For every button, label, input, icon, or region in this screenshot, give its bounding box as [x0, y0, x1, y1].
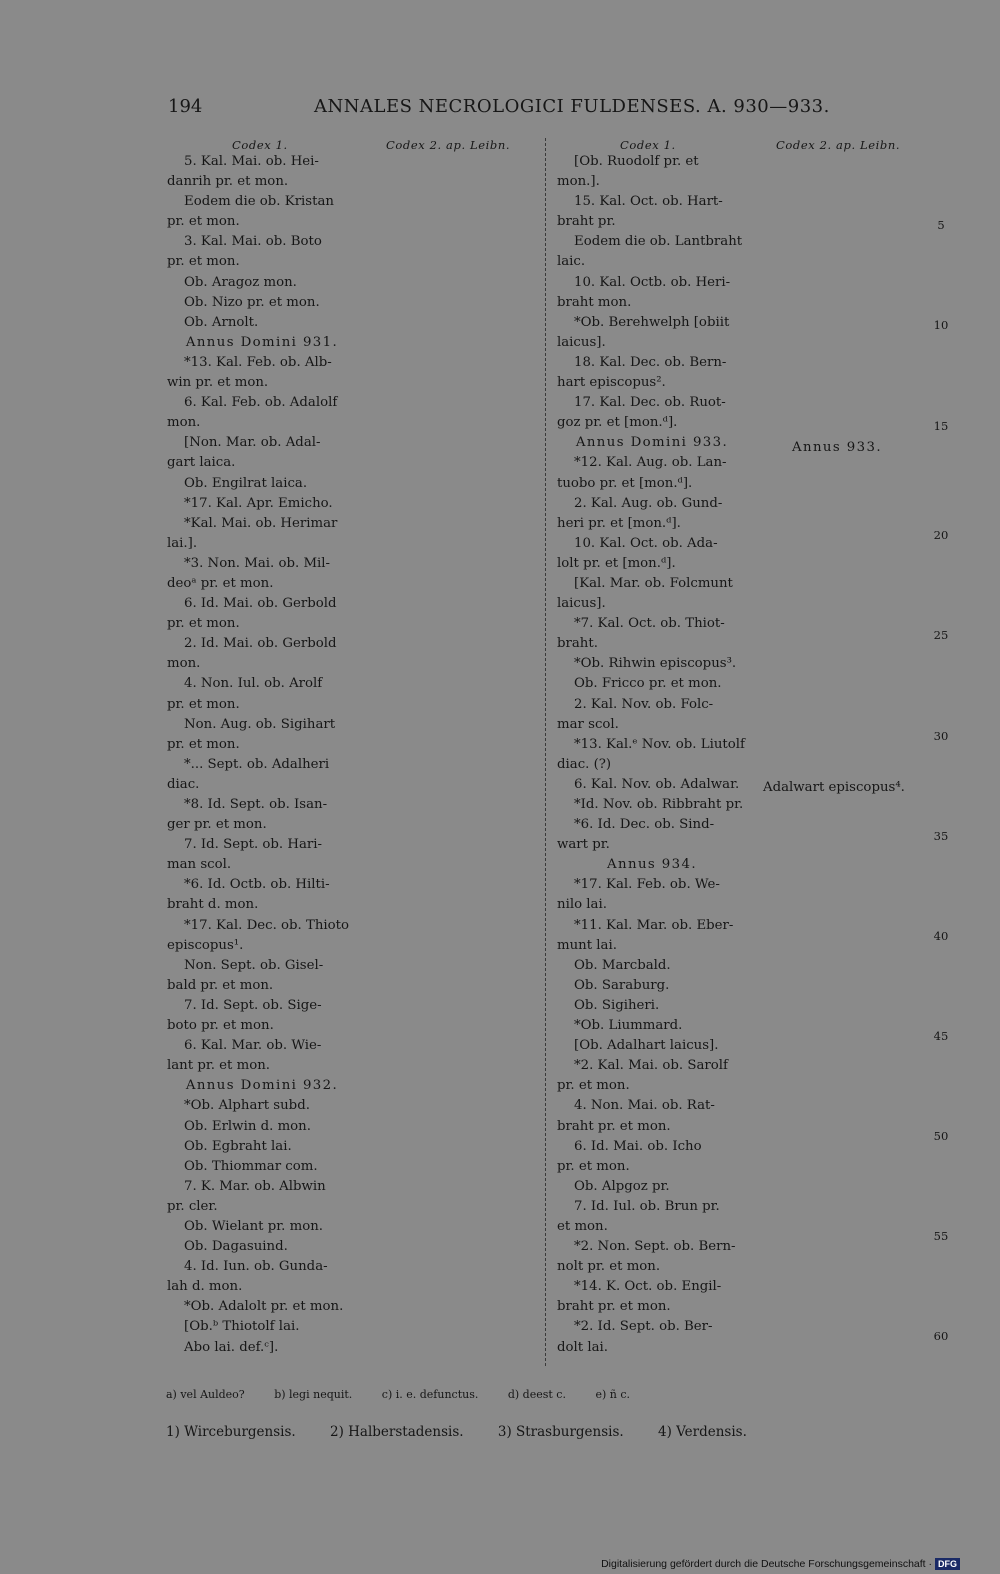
left-column-line: Ob. Egbraht lai.: [184, 1138, 292, 1154]
right-column-line: braht mon.: [557, 294, 632, 310]
footnote-1: 1) Wirceburgensis.: [166, 1424, 296, 1440]
left-column-line: pr. et mon.: [167, 696, 240, 712]
left-column-line: 4. Id. Iun. ob. Gunda-: [184, 1259, 328, 1275]
right-column-line: *14. K. Oct. ob. Engil-: [574, 1279, 722, 1295]
left-column-line: 4. Non. Iul. ob. Arolf: [184, 676, 323, 692]
left-column-line: *Kal. Mai. ob. Herimar: [184, 515, 338, 531]
left-column-line: *3. Non. Mai. ob. Mil-: [184, 555, 331, 571]
right-column-line: *Ob. Liummard.: [574, 1018, 683, 1034]
left-column-line: gart laica.: [167, 455, 236, 471]
left-column-line: pr. et mon.: [167, 736, 240, 752]
page-number: 194: [168, 96, 203, 117]
right-column-line: laicus].: [557, 596, 606, 612]
right-column-line: braht pr. et mon.: [557, 1118, 671, 1134]
note-d: d) deest c.: [507, 1388, 566, 1401]
right-column-line: 2. Kal. Nov. ob. Folc-: [574, 696, 714, 712]
right-column-line: laic.: [557, 254, 586, 270]
line-number: 25: [933, 628, 949, 642]
line-number: 45: [933, 1029, 949, 1043]
left-column-line: Ob. Nizo pr. et mon.: [184, 294, 320, 310]
left-column-line: mon.: [167, 656, 201, 672]
right-column-line: *2. Non. Sept. ob. Bern-: [574, 1239, 736, 1255]
right-column-line: *Ob. Berehwelph [obiit: [574, 314, 730, 330]
left-column-line: bald pr. et mon.: [167, 977, 274, 993]
note-a: a) vel Auldeo?: [166, 1388, 245, 1401]
left-column-line: pr. et mon.: [167, 616, 240, 632]
note-b: b) legi nequit.: [274, 1388, 353, 1401]
left-column-line: lai.].: [167, 535, 198, 551]
right-column-line: laicus].: [557, 334, 606, 350]
right-column-line: *Id. Nov. ob. Ribbraht pr.: [574, 797, 744, 812]
footnote-3: 3) Strasburgensis.: [497, 1424, 624, 1440]
adalwart-entry: Adalwart episcopus⁴.: [763, 780, 905, 795]
dfg-logo: DFG: [935, 1558, 960, 1570]
line-number: 40: [933, 929, 949, 943]
left-column-line: [Ob.ᵇ Thiotolf lai.: [184, 1319, 300, 1335]
left-column-line: 5. Kal. Mai. ob. Hei-: [184, 154, 319, 169]
left-column-line: 6. Kal. Feb. ob. Adalolf: [184, 395, 338, 411]
right-column-line: Annus 934.: [607, 857, 697, 873]
right-column-line: Annus Domini 933.: [575, 435, 729, 451]
left-column-line: man scol.: [167, 857, 232, 873]
left-column-line: 7. Id. Sept. ob. Hari-: [184, 837, 323, 853]
funding-credit: [601, 1558, 960, 1570]
left-column-line: Ob. Thiommar com.: [184, 1158, 318, 1174]
right-column-line: nolt pr. et mon.: [557, 1259, 661, 1275]
right-column-line: 15. Kal. Oct. ob. Hart-: [574, 194, 723, 210]
right-column-line: mon.].: [557, 174, 600, 190]
left-column-line: *17. Kal. Dec. ob. Thioto: [184, 917, 350, 933]
column-head-left-codex2: Codex 2. ap. Leibn.: [386, 138, 511, 152]
left-column-line: lah d. mon.: [167, 1279, 243, 1295]
right-column-line: heri pr. et [mon.ᵈ].: [557, 515, 681, 531]
left-column-line: lant pr. et mon.: [167, 1058, 271, 1074]
right-column-line: braht.: [557, 636, 598, 652]
right-column-line: wart pr.: [557, 837, 610, 853]
footnote-2: 2) Halberstadensis.: [329, 1424, 464, 1440]
right-column-line: [Ob. Adalhart laicus].: [574, 1038, 719, 1054]
right-column-line: diac. (?): [557, 756, 612, 772]
left-column-line: pr. et mon.: [167, 214, 240, 230]
annus-933-codex2: Annus 933.: [792, 440, 882, 455]
right-column-line: 10. Kal. Oct. ob. Ada-: [574, 535, 718, 551]
left-column-line: [Non. Mar. ob. Adal-: [184, 435, 321, 451]
right-column-line: mar scol.: [557, 716, 619, 732]
right-column-line: tuobo pr. et [mon.ᵈ].: [557, 475, 693, 491]
column-head-right-codex2: Codex 2. ap. Leibn.: [776, 138, 901, 152]
right-column-line: goz pr. et [mon.ᵈ].: [557, 415, 678, 431]
left-codex1-column: [167, 152, 357, 1358]
left-column-line: *17. Kal. Apr. Emicho.: [184, 495, 333, 511]
right-column-line: hart episcopus².: [557, 375, 666, 391]
note-e: e) ñ c.: [595, 1388, 631, 1401]
right-column-line: [Kal. Mar. ob. Folcmunt: [574, 575, 733, 591]
right-column-line: *2. Kal. Mai. ob. Sarolf: [574, 1058, 728, 1074]
left-column-line: 6. Kal. Mar. ob. Wie-: [184, 1038, 322, 1054]
left-column-line: Ob. Aragoz mon.: [184, 274, 297, 290]
line-number: 20: [933, 528, 949, 542]
left-column-line: danrih pr. et mon.: [167, 174, 289, 190]
footnotes: [166, 1424, 777, 1440]
right-column-line: Ob. Marcbald.: [574, 957, 671, 973]
right-column-line: Ob. Fricco pr. et mon.: [574, 676, 722, 692]
right-column-line: 17. Kal. Dec. ob. Ruot-: [574, 395, 726, 411]
right-column-line: lolt pr. et [mon.ᵈ].: [557, 555, 676, 571]
left-column-line: diac.: [167, 776, 200, 792]
left-column-line: Ob. Erlwin d. mon.: [184, 1118, 311, 1134]
right-column-line: Eodem die ob. Lantbraht: [574, 234, 743, 250]
left-column-line: Annus Domini 932.: [185, 1078, 339, 1094]
right-column-line: 6. Id. Mai. ob. Icho: [574, 1138, 702, 1154]
right-column-line: 10. Kal. Octb. ob. Heri-: [574, 274, 731, 290]
left-column-line: win pr. et mon.: [167, 375, 269, 391]
left-column-line: 6. Id. Mai. ob. Gerbold: [184, 596, 337, 612]
right-column-line: *17. Kal. Feb. ob. We-: [574, 877, 720, 893]
right-column-line: *7. Kal. Oct. ob. Thiot-: [574, 616, 725, 632]
right-column-line: *Ob. Rihwin episcopus³.: [574, 656, 737, 672]
right-column-line: nilo lai.: [557, 897, 607, 913]
left-column-line: pr. et mon.: [167, 254, 240, 270]
right-column-line: munt lai.: [557, 937, 617, 953]
right-column-line: [Ob. Ruodolf pr. et: [574, 154, 699, 169]
right-column-line: *6. Id. Dec. ob. Sind-: [574, 817, 715, 833]
footnote-4: 4) Verdensis.: [658, 1424, 747, 1440]
left-column-line: Non. Sept. ob. Gisel-: [184, 957, 324, 973]
left-column-line: *8. Id. Sept. ob. Isan-: [184, 797, 328, 812]
right-column-line: 4. Non. Mai. ob. Rat-: [574, 1098, 715, 1114]
line-number: 60: [933, 1329, 949, 1343]
left-column-line: 7. K. Mar. ob. Albwin: [184, 1178, 326, 1194]
left-column-line: ger pr. et mon.: [167, 817, 267, 833]
right-column-line: 18. Kal. Dec. ob. Bern-: [574, 354, 727, 370]
right-column-line: Ob. Alpgoz pr.: [574, 1178, 670, 1194]
right-column-line: 6. Kal. Nov. ob. Adalwar.: [574, 776, 740, 792]
right-column-line: dolt lai.: [557, 1339, 608, 1355]
right-column-line: Ob. Sigiheri.: [574, 997, 660, 1013]
line-number: 15: [933, 419, 949, 433]
right-column-line: *11. Kal. Mar. ob. Eber-: [574, 917, 734, 933]
right-column-line: et mon.: [557, 1218, 608, 1234]
right-column-line: pr. et mon.: [557, 1078, 630, 1094]
column-head-left-codex1: Codex 1.: [232, 138, 288, 152]
line-number: 10: [933, 318, 949, 332]
line-number: 30: [933, 729, 949, 743]
left-column-line: *Ob. Adalolt pr. et mon.: [184, 1299, 344, 1315]
left-column-line: mon.: [167, 415, 201, 431]
right-column-line: *13. Kal.ᵉ Nov. ob. Liutolf: [574, 736, 745, 752]
line-number: 5: [937, 218, 945, 232]
left-column-line: Ob. Arnolt.: [184, 314, 259, 330]
right-column-line: *2. Id. Sept. ob. Ber-: [574, 1319, 713, 1335]
right-column-line: braht pr.: [557, 214, 616, 230]
right-column-line: 7. Id. Iul. ob. Brun pr.: [574, 1198, 720, 1214]
column-divider: [545, 138, 546, 1366]
note-c: c) i. e. defunctus.: [381, 1388, 479, 1401]
page-title: ANNALES NECROLOGICI FULDENSES. A. 930—933.: [314, 96, 830, 117]
left-column-line: Non. Aug. ob. Sigihart: [184, 716, 336, 732]
credit-text: Digitalisierung gefördert durch die Deutsche Forschungsgemeinschaft ·: [601, 1558, 932, 1570]
left-column-line: deoᵃ pr. et mon.: [167, 575, 274, 591]
right-column-line: *12. Kal. Aug. ob. Lan-: [574, 455, 727, 471]
left-column-line: *Ob. Alphart subd.: [184, 1098, 310, 1114]
line-number: 55: [933, 1229, 949, 1243]
right-column-line: 2. Kal. Aug. ob. Gund-: [574, 495, 723, 511]
left-column-line: Ob. Dagasuind.: [184, 1239, 288, 1255]
left-column-line: 3. Kal. Mai. ob. Boto: [184, 234, 322, 250]
line-number: 50: [933, 1129, 949, 1143]
right-codex1-column: [557, 152, 747, 1358]
left-column-line: *6. Id. Octb. ob. Hilti-: [184, 877, 330, 893]
right-column-line: pr. et mon.: [557, 1158, 630, 1174]
left-column-line: *... Sept. ob. Adalheri: [184, 756, 330, 772]
left-column-line: 2. Id. Mai. ob. Gerbold: [184, 636, 337, 652]
left-column-line: Ob. Engilrat laica.: [184, 475, 308, 491]
left-column-line: boto pr. et mon.: [167, 1018, 274, 1034]
left-column-line: Annus Domini 931.: [185, 334, 339, 350]
left-column-line: 7. Id. Sept. ob. Sige-: [184, 997, 322, 1013]
right-column-line: Ob. Saraburg.: [574, 977, 670, 993]
right-column-line: braht pr. et mon.: [557, 1299, 671, 1315]
line-number: 35: [933, 829, 949, 843]
textual-notes: [166, 1388, 656, 1401]
left-column-line: Abo lai. def.ᶜ].: [184, 1339, 279, 1355]
left-column-line: pr. cler.: [167, 1198, 218, 1214]
left-column-line: braht d. mon.: [167, 897, 259, 913]
left-column-line: Eodem die ob. Kristan: [184, 194, 334, 210]
left-column-line: *13. Kal. Feb. ob. Alb-: [184, 354, 332, 370]
left-column-line: episcopus¹.: [167, 937, 244, 953]
left-column-line: Ob. Wielant pr. mon.: [184, 1218, 324, 1234]
column-head-right-codex1: Codex 1.: [620, 138, 676, 152]
